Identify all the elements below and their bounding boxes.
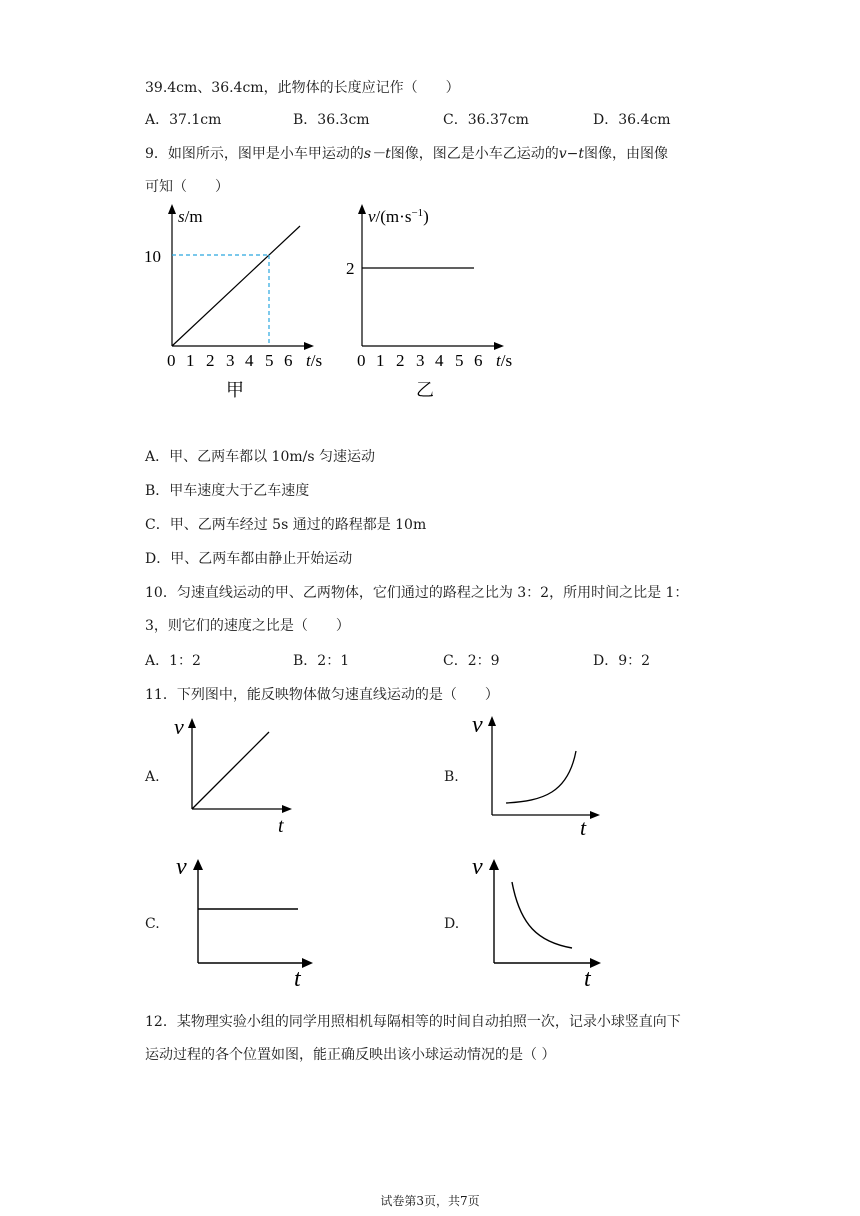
graph-jia-y-arrow bbox=[168, 204, 176, 214]
graph-jia-xtick: 3 bbox=[226, 351, 235, 370]
graph-jia-xtick: 6 bbox=[284, 351, 293, 370]
graph-jia-xlabel: t/s bbox=[306, 351, 323, 370]
q11-option-b-label: B. bbox=[444, 769, 459, 785]
q10-stem-line1: 10．匀速直线运动的甲、乙两物体，它们通过的路程之比为 3：2，所用时间之比是 1： bbox=[145, 585, 689, 601]
graph-yi-y-arrow bbox=[358, 204, 366, 214]
graph-yi-ylabel: $v/(m\cdot s^{-1})$ bbox=[368, 207, 429, 226]
q11-graph-d-xlabel: t bbox=[584, 966, 591, 990]
graph-jia-xticks bbox=[167, 351, 293, 370]
q11-graph-a-xlabel: t bbox=[278, 815, 284, 837]
q11-graph-c-xlabel: t bbox=[294, 966, 301, 990]
q9-stem-text-2: 图像，图乙是小车乙运动的 bbox=[390, 146, 559, 162]
q8-option-b: B．36.3cm bbox=[293, 112, 370, 128]
q11-option-d-label: D. bbox=[444, 916, 460, 932]
graph-jia bbox=[140, 198, 340, 398]
graph-jia-xtick: 0 bbox=[167, 351, 176, 370]
q9-stem-text-1: 9．如图所示，图甲是小车甲运动的 bbox=[145, 146, 364, 162]
q8-option-c: C．36.37cm bbox=[443, 112, 529, 128]
q9-option-d: D．甲、乙两车都由静止开始运动 bbox=[145, 551, 353, 567]
graph-jia-line bbox=[172, 226, 300, 346]
graph-yi-xtick: 4 bbox=[435, 351, 444, 370]
q10-stem-line2: 3，则它们的速度之比是（ ） bbox=[145, 618, 350, 634]
q10-option-d: D．9：2 bbox=[593, 653, 651, 669]
q8-option-a: A．37.1cm bbox=[145, 112, 222, 128]
graph-jia-ylabel: s/m bbox=[178, 207, 203, 226]
graph-yi-xtick: 0 bbox=[357, 351, 366, 370]
page-footer: 试卷第3页，共7页 bbox=[380, 1194, 480, 1208]
q11-graph-a-curve bbox=[192, 732, 269, 809]
q9-stem-text-3: 图像，由图像 bbox=[584, 146, 668, 162]
graph-jia-caption: 甲 bbox=[226, 380, 244, 398]
q10-option-c: C．2：9 bbox=[443, 653, 500, 669]
q11-option-a-label: A. bbox=[145, 769, 160, 785]
q11-graph-b-ylabel: v bbox=[472, 712, 483, 738]
q11-graph-c-ylabel: v bbox=[176, 854, 187, 880]
q11-graph-b-y-arrow bbox=[488, 716, 496, 726]
q11-graph-d-curve bbox=[512, 882, 572, 948]
graph-yi-xticks bbox=[357, 351, 483, 370]
q12-stem-line2: 运动过程的各个位置如图，能正确反映出该小球运动情况的是（ ） bbox=[145, 1047, 556, 1063]
q10-option-a: A．1：2 bbox=[145, 653, 201, 669]
q11-graph-c bbox=[172, 850, 322, 990]
q11-stem: 11．下列图中，能反映物体做匀速直线运动的是（ ） bbox=[145, 687, 499, 703]
q10-option-b: B．2：1 bbox=[293, 653, 350, 669]
graph-yi-xlabel: t/s bbox=[496, 351, 513, 370]
q11-graph-a bbox=[170, 712, 300, 837]
q9-option-a: A．甲、乙两车都以 10m/s 匀速运动 bbox=[145, 449, 376, 465]
graph-yi-xtick: 1 bbox=[376, 351, 385, 370]
graph-yi-x-arrow bbox=[494, 342, 504, 350]
q11-graph-c-y-arrow bbox=[193, 859, 203, 870]
q9-option-c: C．甲、乙两车经过 5s 通过的路程都是 10m bbox=[145, 517, 427, 533]
q11-option-c-label: C. bbox=[145, 916, 160, 932]
q11-graph-b-curve bbox=[506, 751, 576, 803]
q9-st-symbol: s－t bbox=[363, 146, 391, 162]
graph-yi-caption: 乙 bbox=[416, 380, 434, 398]
graph-jia-xtick: 5 bbox=[265, 351, 274, 370]
graph-yi-xtick: 3 bbox=[416, 351, 425, 370]
q11-graph-b-xlabel: t bbox=[580, 815, 587, 838]
q11-graph-a-x-arrow bbox=[282, 805, 292, 813]
q11-graph-d-x-arrow bbox=[590, 958, 601, 968]
graph-yi-xtick: 2 bbox=[396, 351, 405, 370]
q11-graph-a-ylabel: v bbox=[174, 714, 184, 739]
q11-graph-b bbox=[468, 708, 608, 838]
graph-jia-x-arrow bbox=[304, 342, 314, 350]
q8-stem-tail: 39.4cm、36.4cm，此物体的长度应记作（ ） bbox=[145, 80, 460, 96]
q11-graph-d-y-arrow bbox=[489, 859, 499, 870]
graph-yi-xtick: 6 bbox=[474, 351, 483, 370]
q8-option-d: D．36.4cm bbox=[593, 112, 671, 128]
q9-option-b: B．甲车速度大于乙车速度 bbox=[145, 483, 310, 499]
q11-graph-b-x-arrow bbox=[590, 811, 600, 819]
graph-yi-ytick-2: 2 bbox=[346, 259, 355, 278]
graph-jia-xtick: 4 bbox=[245, 351, 254, 370]
q11-graph-d bbox=[468, 850, 608, 990]
q9-stem-line2: 可知（ ） bbox=[145, 179, 229, 195]
graph-jia-xtick: 1 bbox=[186, 351, 195, 370]
graph-jia-ytick-10: 10 bbox=[144, 247, 161, 266]
q11-graph-c-x-arrow bbox=[302, 958, 313, 968]
q9-vt-symbol: v−t bbox=[558, 146, 584, 162]
graph-yi-xtick: 5 bbox=[455, 351, 464, 370]
q12-stem-line1: 12．某物理实验小组的同学用照相机每隔相等的时间自动拍照一次，记录小球竖直向下 bbox=[145, 1014, 681, 1030]
q11-graph-d-ylabel: v bbox=[472, 854, 483, 880]
graph-yi bbox=[332, 198, 532, 398]
q11-graph-a-y-arrow bbox=[188, 718, 196, 728]
graph-jia-xtick: 2 bbox=[206, 351, 215, 370]
q9-stem-line1 bbox=[145, 143, 668, 163]
